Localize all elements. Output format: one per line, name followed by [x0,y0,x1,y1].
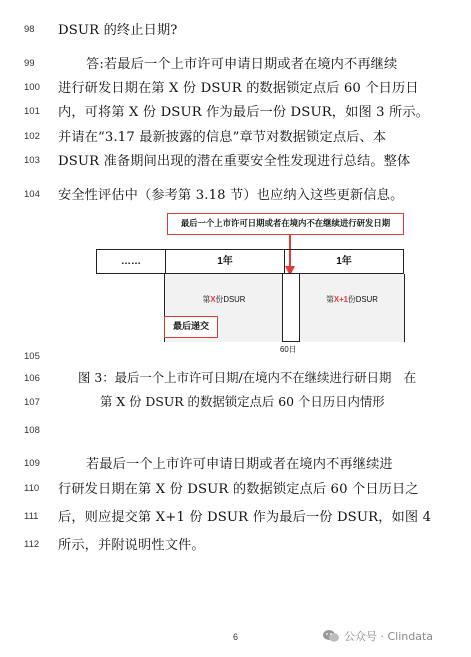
body-text-line: 并请在“3.17 最新披露的信息”章节对数据锁定点后、本 [58,130,387,145]
body-text-line: DSUR 的终止日期? [58,23,178,38]
sixty-day-label: 60日 [280,345,297,354]
dsur-x-prefix: 第 [202,295,211,304]
final-submit-box: 最后递交 [164,316,218,338]
body-text-line: DSUR 准备期间出现的潜在重要安全性发现进行总结。整体 [58,154,411,169]
timeline-year2-cell: 1年 [336,256,352,267]
timeline-ellipsis-cell: …… [97,250,166,273]
body-text-line: 安全性评估中（参考第 3.18 节）也应纳入这些更新信息。 [58,188,404,203]
timeline-bar [96,249,404,274]
line-number: 99 [24,58,35,69]
line-number: 112 [24,539,40,550]
timeline-diagram [0,205,471,365]
body-text-line: 进行研发日期在第 X 份 DSUR 的数据锁定点后 60 个日历日 [58,81,419,96]
dsur-x1-suffix: 份DSUR [348,295,378,304]
line-number: 106 [24,373,40,384]
wechat-icon [322,629,340,643]
timeline-year1-cell: 1年 [166,250,285,273]
watermark [322,628,433,644]
dsur-x1-prefix: 第 [326,295,334,304]
figure-caption-line1: 图 3：最后一个上市许可日期/在境内不在继续进行研日期 在 [78,370,417,385]
line-number: 104 [24,189,40,200]
callout-box [167,213,404,235]
body-text-line: 若最后一个上市许可申请日期或者在境内不再继续进 [86,457,393,472]
line-number: 103 [24,155,40,166]
line-number: 98 [24,24,35,35]
body-text-line: 后，则应提交第 X+1 份 DSUR 作为最后一份 DSUR，如图 4 [58,510,432,525]
dsur-x1-period [300,274,405,342]
line-number: 102 [24,131,40,142]
body-text-line: 行研发日期在第 X 份 DSUR 的数据锁定点后 60 个日历日之 [58,482,419,497]
dsur-x-var: X [210,295,216,304]
body-text-line: 内，可将第 X 份 DSUR 作为最后一份 DSUR，如图 3 所示。 [58,105,430,120]
body-text-line: 答:若最后一个上市许可申请日期或者在境内不再继续 [86,57,398,72]
figure-caption-line2: 第 X 份 DSUR 的数据锁定点后 60 个日历日内情形 [100,394,385,409]
line-number: 111 [24,511,39,522]
callout-label: 最后一个上市许可日期或者在境内不在继续进行研发日期 [180,218,391,228]
dsur-x-suffix: 份DSUR [215,295,246,304]
line-number: 109 [24,458,40,469]
body-text-line: 所示，并附说明性文件。 [58,538,205,553]
sixty-day-box [282,274,300,342]
line-number: 110 [24,483,40,494]
line-number: 107 [24,397,40,408]
dsur-x1-var: X+1 [333,295,348,304]
page-number: 6 [232,632,238,642]
line-number: 108 [24,425,40,436]
watermark-text: 公众号 · Clindata [344,630,434,643]
line-number: 101 [24,106,40,117]
line-number: 100 [24,82,40,93]
line-number: 105 [24,351,40,362]
